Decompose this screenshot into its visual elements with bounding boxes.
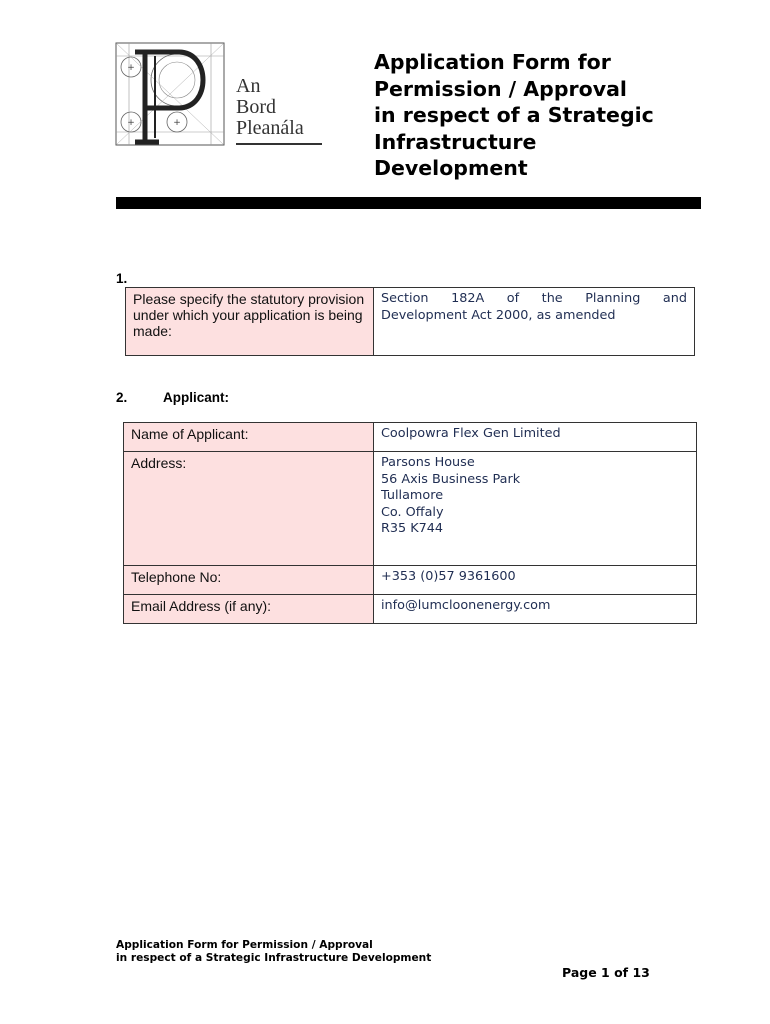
table-row	[124, 452, 697, 566]
table-row	[124, 566, 697, 595]
statutory-provision-label	[126, 288, 374, 356]
telephone-text: +353 (0)57 9361600	[381, 569, 516, 584]
section-1-number: 1.	[116, 271, 128, 286]
page-number: Page 1 of 13	[562, 965, 650, 980]
logo-word-an: An	[236, 75, 261, 97]
statutory-provision-table	[125, 287, 695, 356]
word: Planning	[585, 291, 641, 306]
statutory-provision-line-2: Development Act 2000, as amended	[381, 307, 616, 323]
table-row	[124, 423, 697, 452]
address-value	[374, 452, 697, 566]
address-line-3: Tullamore	[381, 488, 444, 503]
applicant-name-label: Name of Applicant:	[124, 423, 374, 452]
table-row	[124, 595, 697, 624]
applicant-table	[123, 422, 697, 624]
footer-line-2: in respect of a Strategic Infrastructure Development	[116, 952, 432, 964]
word: 182A	[451, 291, 485, 306]
statutory-provision-value	[374, 288, 695, 356]
word: Section	[381, 291, 429, 306]
title-line-3: in respect of a Strategic	[374, 103, 654, 127]
page-title	[374, 49, 654, 182]
word: the	[541, 291, 563, 306]
title-line-5: Development	[374, 156, 528, 180]
address-label: Address:	[124, 452, 374, 566]
telephone-label: Telephone No:	[124, 566, 374, 595]
page-footer	[116, 939, 431, 965]
logo-underline	[236, 143, 322, 145]
section-2-heading: Applicant:	[163, 390, 229, 405]
header-divider	[116, 197, 701, 209]
logo-emblem-icon	[115, 42, 230, 150]
email-value	[374, 595, 697, 624]
word: and	[662, 291, 687, 306]
title-line-2: Permission / Approval	[374, 76, 627, 101]
an-bord-pleanala-logo	[115, 42, 325, 150]
address-line-1: Parsons House	[381, 455, 475, 470]
svg-text:+: +	[127, 63, 135, 73]
email-text: info@lumcloonenergy.com	[381, 598, 551, 613]
word: of	[506, 291, 520, 306]
section-2-number: 2.	[116, 390, 128, 405]
svg-text:+: +	[127, 118, 135, 128]
title-line-4: Infrastructure	[374, 129, 537, 154]
logo-word-pleanala: Pleanála	[236, 117, 304, 139]
email-label: Email Address (if any):	[124, 595, 374, 624]
statutory-provision-line-1	[381, 291, 687, 308]
footer-line-1: Application Form for Permission / Approval	[116, 939, 373, 951]
address-line-5: R35 K744	[381, 521, 444, 536]
statutory-provision-label-text: Please specify the statutory provision under which your application is being made:	[133, 291, 365, 339]
logo-word-bord: Bord	[236, 96, 276, 118]
applicant-name-text: Coolpowra Flex Gen Limited	[381, 426, 561, 441]
telephone-value	[374, 566, 697, 595]
address-line-4: Co. Offaly	[381, 504, 444, 520]
address-line-2: 56 Axis Business Park	[381, 471, 521, 487]
applicant-name-value	[374, 423, 697, 452]
svg-text:+: +	[173, 118, 181, 128]
title-line-1: Application Form for	[374, 50, 611, 74]
